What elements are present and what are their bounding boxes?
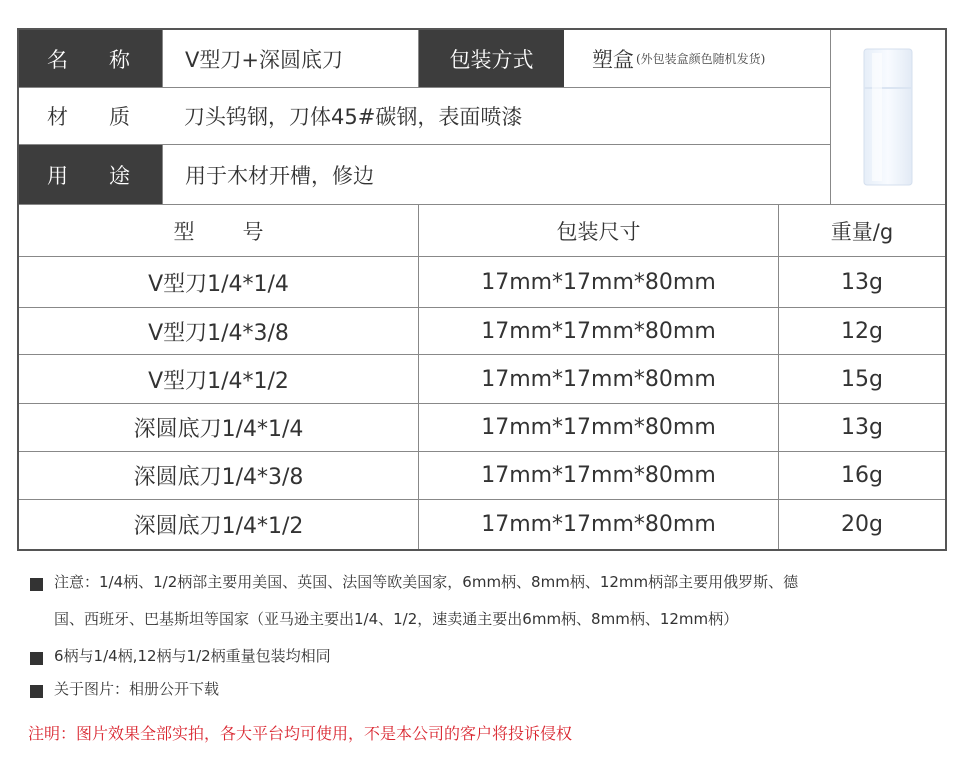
- name-value: V型刀+深圆底刀: [162, 30, 419, 88]
- material-label: [19, 88, 162, 145]
- product-image: [831, 30, 945, 205]
- row-size: 17mm*17mm*80mm: [419, 404, 779, 452]
- plastic-box-image: [860, 47, 916, 187]
- spec-table: [17, 28, 947, 551]
- row-model: 深圆底刀1/4*1/2: [19, 500, 419, 549]
- note-line: 关于图片：相册公开下载: [54, 680, 220, 698]
- square-bullet-icon: [30, 578, 43, 591]
- row-model: V型刀1/4*3/8: [19, 308, 419, 355]
- row-size: 17mm*17mm*80mm: [419, 257, 779, 308]
- package-label: 包装方式: [419, 30, 564, 88]
- package-type: 塑盒: [592, 47, 634, 72]
- material-label-char-1: 材: [47, 105, 68, 129]
- row-weight: 13g: [779, 404, 945, 452]
- material-label-char-2: 质: [109, 105, 130, 129]
- row-size: 17mm*17mm*80mm: [419, 308, 779, 355]
- material-value: 刀头钨钢，刀体45#碳钢，表面喷漆: [162, 88, 831, 145]
- model-header: [19, 205, 419, 257]
- row-size: 17mm*17mm*80mm: [419, 355, 779, 404]
- package-value: [564, 30, 831, 88]
- legal-notice: 注明：图片效果全部实拍，各大平台均可使用，不是本公司的客户将投诉侵权: [28, 724, 573, 743]
- row-model: V型刀1/4*1/2: [19, 355, 419, 404]
- name-label-char-1: 名: [47, 47, 68, 72]
- usage-label-char-1: 用: [47, 163, 68, 188]
- usage-label-char-2: 途: [109, 163, 130, 188]
- weight-header: 重量/g: [779, 205, 945, 257]
- note-line: 6柄与1/4柄,12柄与1/2柄重量包装均相同: [54, 647, 331, 665]
- note-item: [30, 682, 219, 697]
- row-size: 17mm*17mm*80mm: [419, 500, 779, 549]
- row-weight: 20g: [841, 512, 883, 537]
- usage-value: 用于木材开槽，修边: [162, 145, 831, 205]
- note-line: 国、西班牙、巴基斯坦等国家（亚马逊主要出1/4、1/2，速卖通主要出6mm柄、8mm柄、12mm柄）: [54, 610, 739, 628]
- square-bullet-icon: [30, 652, 43, 665]
- row-weight: 16g: [779, 452, 945, 500]
- row-weight: 15g: [779, 355, 945, 404]
- row-model: 深圆底刀1/4*1/4: [19, 404, 419, 452]
- row-model: V型刀1/4*1/4: [19, 257, 419, 308]
- model-header-char-1: 型: [173, 219, 195, 244]
- row-weight: 12g: [779, 308, 945, 355]
- name-label-char-2: 称: [109, 47, 130, 72]
- note-item: [30, 649, 331, 664]
- note-item-continued: [30, 612, 738, 627]
- note-item: [30, 575, 798, 590]
- row-size: 17mm*17mm*80mm: [419, 452, 779, 500]
- square-bullet-icon: [30, 685, 43, 698]
- note-line: 注意：1/4柄、1/2柄部主要用美国、英国、法国等欧美国家，6mm柄、8mm柄、12mm柄部主要用俄罗斯、德: [54, 573, 799, 591]
- usage-label: [19, 145, 162, 205]
- package-note: (外包装盒颜色随机发货): [636, 52, 766, 66]
- model-header-char-2: 号: [242, 219, 264, 244]
- size-header: 包装尺寸: [419, 205, 779, 257]
- name-label: [19, 30, 162, 88]
- row-weight: 13g: [779, 257, 945, 308]
- row-model: 深圆底刀1/4*3/8: [19, 452, 419, 500]
